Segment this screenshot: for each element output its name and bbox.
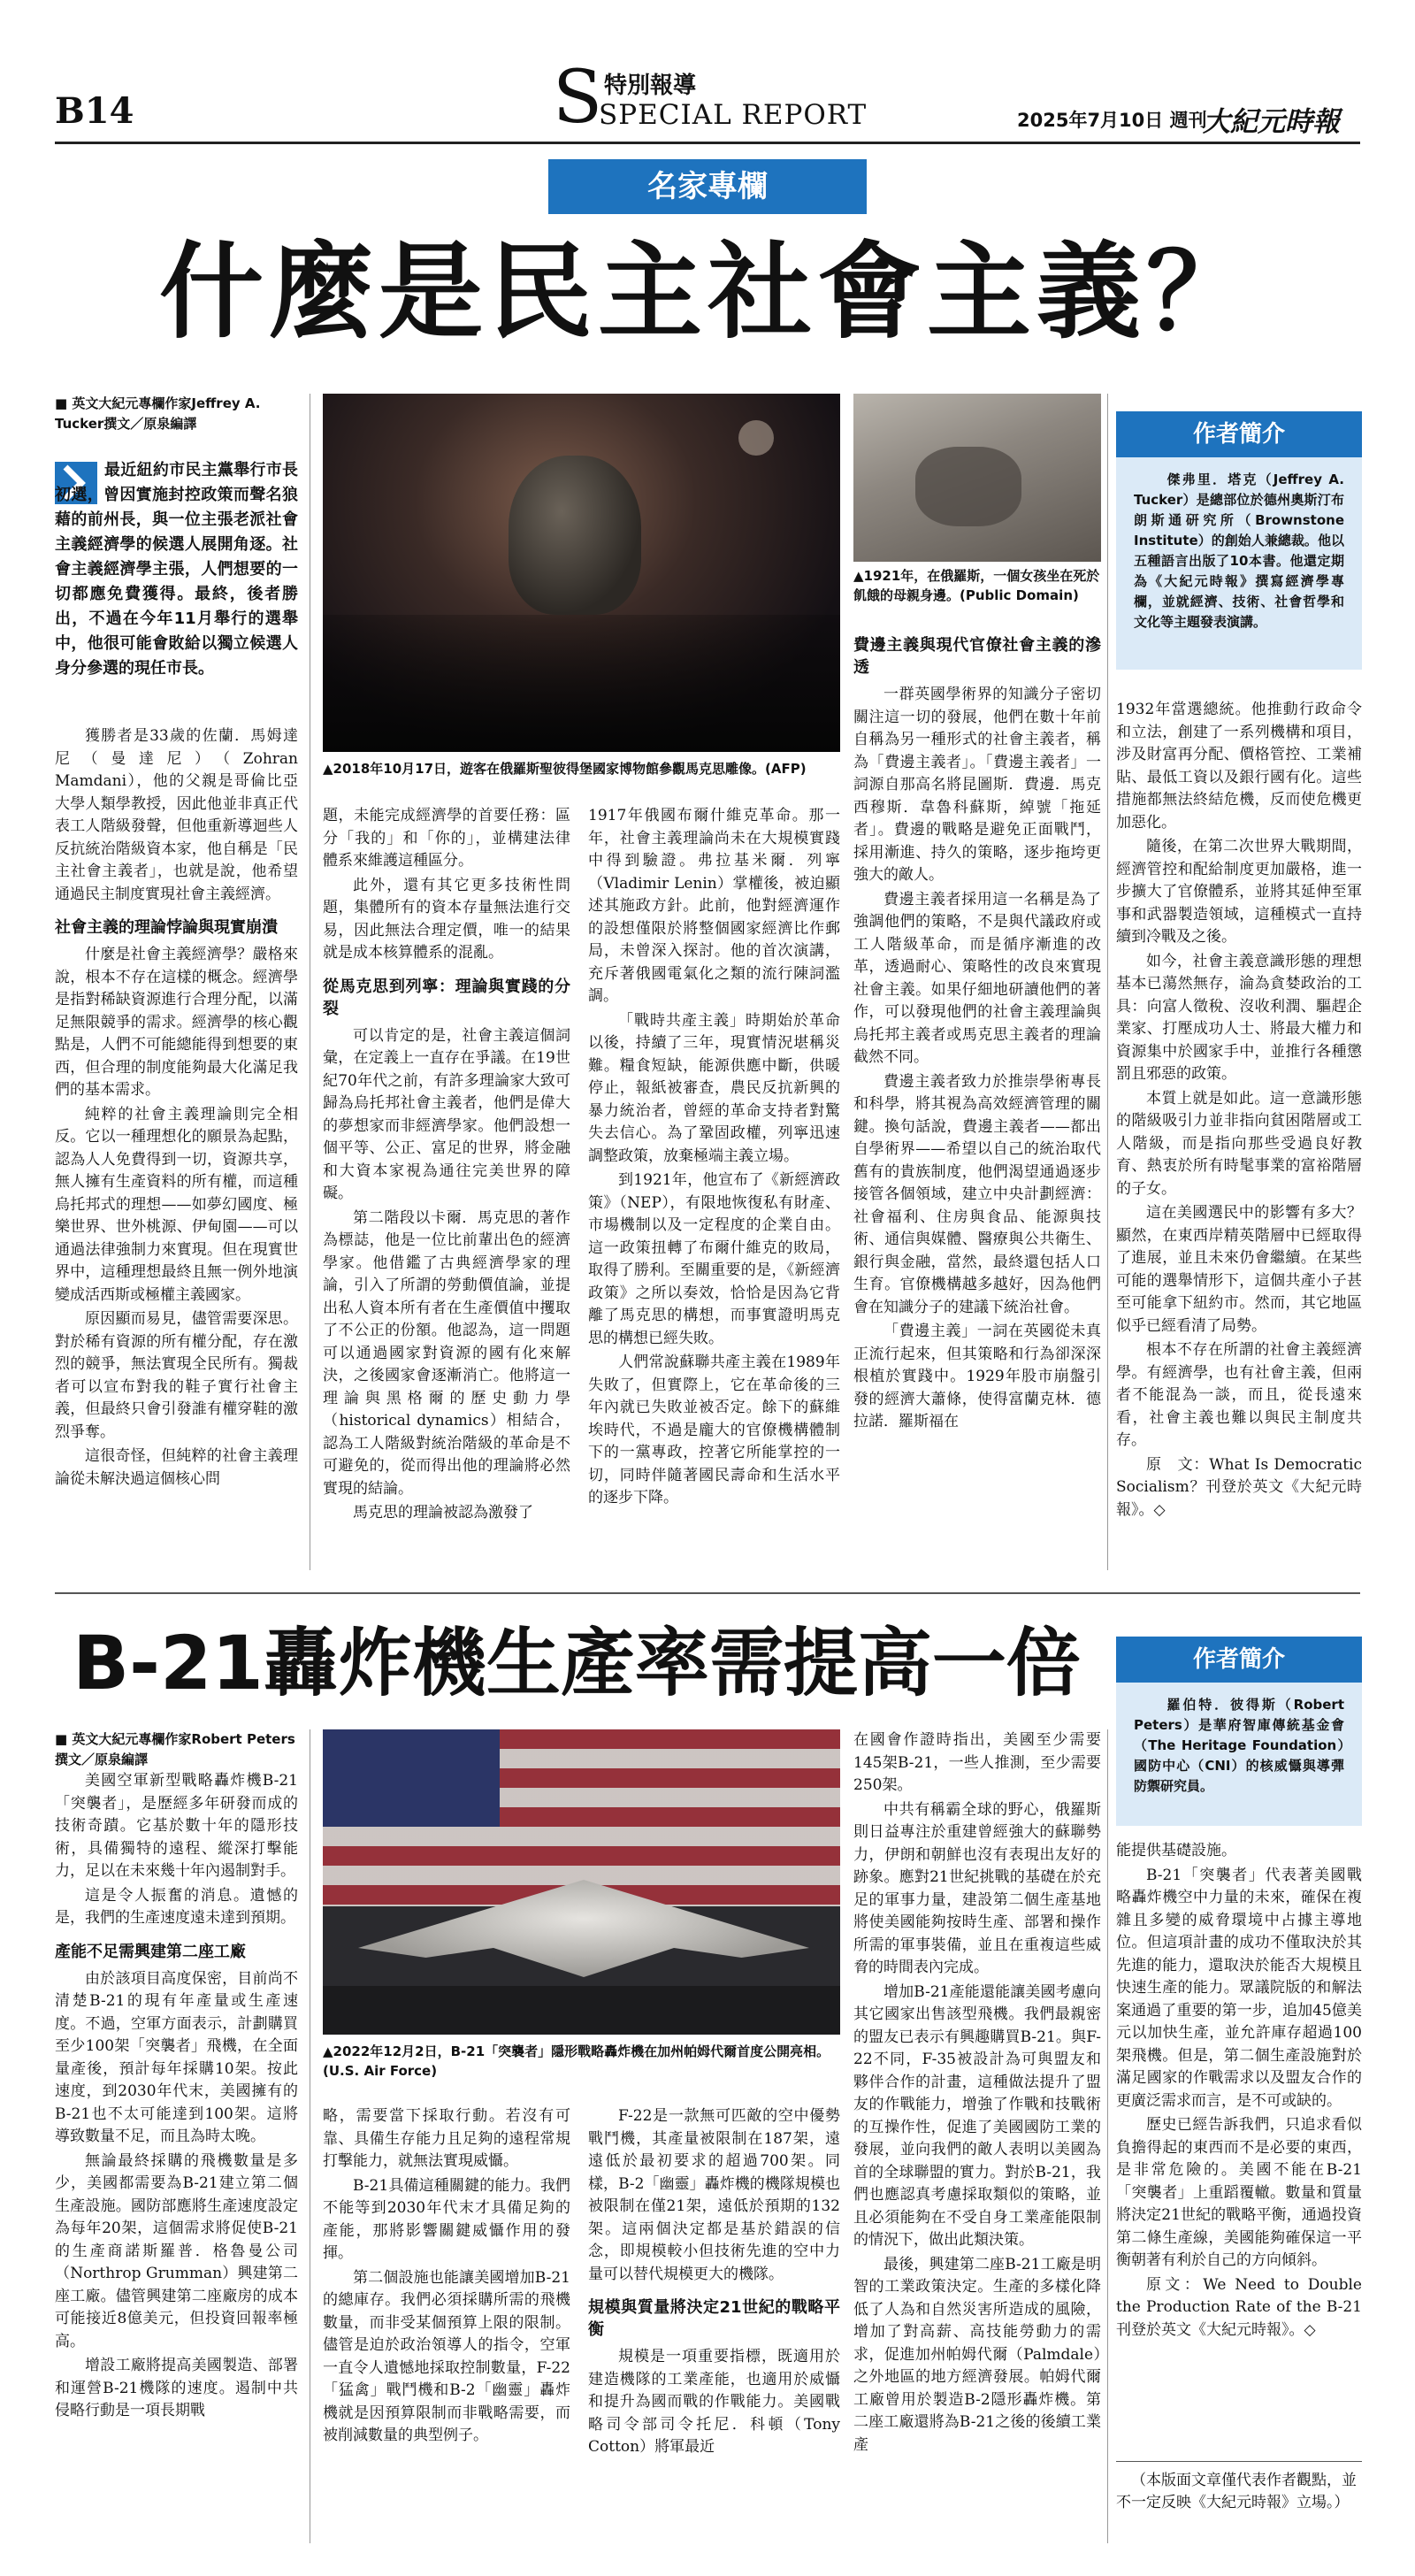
- subheading: 產能不足需興建第二座工廠: [55, 1942, 246, 1961]
- subheading: 費邊主義與現代官僚社會主義的滲透: [853, 636, 1101, 677]
- paragraph: 由於該項目高度保密，目前尚不清楚B-21的現有年產量或生產速度。不過，空軍方面表示，計劃購買至少100架「突襲者」飛機，在全面量產後，預計每年採購10架。按此速度，到2030年代末，美國擁有的B-21也不太可能達到100架。這將導致數量不足，而且為時太晚。: [55, 1969, 298, 2145]
- photo2-caption: ▲1921年，在俄羅斯，一個女孩坐在死於飢餓的母親身邊。(Public Domain): [853, 568, 1100, 603]
- paragraph: 此外，還有其它更多技術性問題，集體所有的資本存量無法進行交易，因此無法合理定價，唯一的結果就是成本核算體系的混亂。: [323, 876, 570, 962]
- paragraph: 費邊主義者致力於推崇學術專長和科學，將其視為高效經濟管理的關鍵。換句話說，費邊主義者——都出自學術界——希望以自己的統治取代舊有的貴族制度，他們渴望通過逐步接管各個領域，建立中央計劃經濟：社會福利、住房與食品、能源與技術、通信與媒體、醫療與公共衛生、銀行與金融，當然，最終還包括人口生育。官僚機構越多越好，因為他們會在知識分子的建議下統治社會。: [853, 1072, 1101, 1316]
- paragraph: 費邊主義者採用這一名稱是為了強調他們的策略，不是與代議政府或工人階級革命，而是循序漸進的改革，透過耐心、策略性的改良來實現社會主義。如果仔細地研讀他們的著作，可以發現他們的社會主義理論與烏托邦主義者或馬克思主義者的理論截然不同。: [853, 890, 1101, 1066]
- column-tag: 名家專欄: [548, 159, 867, 214]
- article2-byline: ■ 英文大紀元專欄作家Robert Peters撰文／原泉編譯: [55, 1731, 295, 1767]
- paragraph: B-21「突襲者」代表著美國戰略轟炸機空中力量的未來，確保在複雜且多變的威脅環境中占據主導地位。但這項計畫的成功不僅取決於其先進的能力，還取決於能否大規模且快速生產的能力。眾議院版的和解法案通過了重要的第一步，追加45億美元以加快生產，並允許庫存超過100架飛機。但是，第二個生產設施對於滿足國家的作戰需求以及盟友合作的更廣泛需求而言，是不可或缺的。: [1116, 1866, 1362, 2110]
- paragraph: 獲勝者是33歲的佐蘭．馬姆達尼（曼達尼）（Zohran Mamdani），他的父親是哥倫比亞大學人類學教授，因此他並非真正代表工人階級發聲，但他重新導迴些人反抗統治階級資本家，他自稱是「民主社會主義者」，也就是說，他希望通過民主制度實現社會主義經濟。: [55, 727, 298, 903]
- subheading: 社會主義的理論悖論與現實崩潰: [55, 918, 278, 937]
- paragraph: 美國空軍新型戰略轟炸機B-21「突襲者」，是歷經多年研發而成的技術奇蹟。它基於數十年的隱形技術，具備獨特的遠程、縱深打擊能力，足以在未來幾十年內遏制對手。: [55, 1772, 298, 1880]
- page-number: B14: [55, 90, 134, 132]
- paragraph: 這很奇怪，但純粹的社會主義理論從未解決過這個核心問: [55, 1447, 298, 1488]
- paragraph: 能提供基礎設施。: [1116, 1842, 1236, 1859]
- photo-visitors-shape: [323, 615, 840, 752]
- issue-date: 2025年7月10日 週刊: [1017, 110, 1207, 131]
- article2-title: B-21轟炸機生產率需提高一倍: [73, 1620, 1081, 1706]
- photo1-caption: ▲2018年10月17日，遊客在俄羅斯聖彼得堡國家博物館參觀馬克思雕像。(AFP): [323, 761, 807, 777]
- paragraph: 什麼是社會主義經濟學？嚴格來說，根本不存在這樣的概念。經濟學是指對稀缺資源進行合理分配，以滿足無限競爭的需求。經濟學的核心觀點是，人們不可能總能得到想要的東西，但合理的制度能夠最大化滿足我們的基本需求。: [55, 946, 298, 1099]
- paragraph: 原 文：What Is Democratic Socialism？刊登於英文《大紀元時報》。◇: [1116, 1455, 1362, 1519]
- disclaimer-rule: [1116, 2461, 1362, 2462]
- article1-col1: [55, 725, 298, 1570]
- paragraph: 一群英國學術界的知識分子密切關注這一切的發展，他們在數十年前自稱為另一種形式的社會主義者，稱為「費邊主義者」。「費邊主義者」一詞源自那高名將昆圖斯．費邊．馬克西穆斯．韋魯科蘇斯，綽號「拖延者」。費邊的戰略是避免正面戰鬥，採用漸進、持久的策略，逐步拖垮更強大的敵人。: [853, 686, 1101, 884]
- paragraph: 原文：We Need to Double the Production Rate of the B-21 刊登於英文《大紀元時報》。◇: [1116, 2275, 1362, 2339]
- paragraph: F-22是一款無可匹敵的空中優勢戰鬥機，其產量被限制在187架，遠遠低於最初要求的超過700架。同樣，B-2「幽靈」轟炸機的機隊規模也被限制在僅21架，遠低於預期的132架。這兩個決定都是基於錯誤的信念，即規模較小但技術先進的空中力量可以替代規模更大的機隊。: [588, 2107, 840, 2283]
- photo-figure-shape: [915, 447, 1021, 526]
- paragraph: 歷史已經告訴我們，只追求看似負擔得起的東西而不是必要的東西，是非常危險的。美國不能在B-21「突襲者」上重蹈覆轍。數量和質量將決定21世紀的戰略平衡，通過投資第二條生產線，美國能夠確保這一平衡朝著有利於自己的方向傾斜。: [1116, 2116, 1362, 2269]
- article1-col2: [323, 805, 570, 1570]
- photo-hangar-floor: [323, 1986, 840, 2035]
- paragraph: 純粹的社會主義理論則完全相反。它以一種理想化的願景為起點，認為人人免費得到一切，資源共享，無人擁有生產資料的所有權，而這種烏托邦式的理想——如夢幻國度、極樂世界、世外桃源、伊甸園——可以通過法律強制力來實現。但在現實世界中，這種理想最終且無一例外地演變成活西斯或極權主義國家。: [55, 1105, 298, 1304]
- column-rule: [1107, 1729, 1108, 2543]
- disclaimer: （本版面文章僅代表作者觀點，並不一定反映《大紀元時報》立場。）: [1116, 2472, 1357, 2511]
- paragraph: B-21具備這種關鍵的能力。我們不能等到2030年代末才具備足夠的產能，那將影響關鍵威懾作用的發揮。: [323, 2176, 570, 2262]
- paragraph: 最後，興建第二座B-21工廠是明智的工業政策決定。生產的多樣化降低了人為和自然災害所造成的風險，增加了對高薪、高技能勞動力的需求，促進加州帕姆代爾（Palmdale）之外地區的地方經濟發展。帕姆代爾工廠曾用於製造B-2隱形轟炸機。第二座工廠還將為B-21之後的後續工業產: [853, 2255, 1101, 2454]
- paragraph: 原因顯而易見，儘管需要深思。對於稀有資源的所有權分配，存在激烈的競爭，無法實現全民所有。獨裁者可以宣布對我的鞋子實行社會主義，但最終只會引發誰有權穿鞋的激烈爭奪。: [55, 1310, 298, 1441]
- section-en: SPECIAL REPORT: [599, 99, 868, 131]
- article2-col3: [588, 2105, 840, 2548]
- author-box-title-2: 作者簡介: [1116, 1637, 1362, 1683]
- subheading: 規模與質量將決定21世紀的戰略平衡: [588, 2298, 840, 2339]
- paragraph: 隨後，在第二次世界大戰期間，經濟管控和配給制度更加嚴格，進一步擴大了官僚體系，並將其延伸至軍事和武器製造領域，這種模式一直持續到冷戰及之後。: [1116, 838, 1362, 946]
- header-rule: [55, 142, 1360, 144]
- author-box-title: 作者簡介: [1116, 411, 1362, 457]
- paragraph: 規模是一項重要指標，既適用於建造機隊的工業產能，也適用於威懾和提升為國而戰的作戰能力。美國戰略司令部司令托尼．科頓（Tony Cotton）將軍最近: [588, 2348, 840, 2456]
- paragraph: 本質上就是如此。這一意識形態的階級吸引力並非指向貧困階層或工人階級，而是指向那些受過良好教育、熱衷於所有時髦事業的富裕階層的子女。: [1116, 1089, 1362, 1198]
- section-big-s: S: [553, 56, 603, 140]
- paragraph: 這在美國選民中的影響有多大？顯然，在東西岸精英階層中已經取得了進展，並且未來仍會繼續。在某些可能的選舉情形下，這個共產小子甚至可能拿下紐約市。然而，其它地區似乎已經看清了局勢。: [1116, 1204, 1362, 1335]
- photo-lamp-shape: [738, 420, 774, 456]
- paragraph: 這是令人振奮的消息。遺憾的是，我們的生產速度遠未達到預期。: [55, 1886, 298, 1927]
- photo-bust-shape: [509, 456, 641, 615]
- paragraph: 增設工廠將提高美國製造、部署和運營B-21機隊的速度。遏制中共侵略行動是一項長期戰: [55, 2357, 298, 2419]
- paragraph: 可以肯定的是，社會主義這個詞彙，在定義上一直存在爭議。在19世紀70年代之前，有許多理論家大致可歸為烏托邦社會主義者，他們是偉大的夢想家而非經濟學家。他們設想一個平等、公正、富足的世界，將金融和大資本家視為通往完美世界的障礙。: [323, 1026, 570, 1202]
- photo3-caption: ▲2022年12月2日，B-21「突襲者」隱形戰略轟炸機在加州帕姆代爾首度公開亮相。(U.S. Air Force): [323, 2043, 830, 2079]
- article1-col5: [1116, 699, 1362, 1570]
- article1-byline: ■ 英文大紀元專欄作家Jeffrey A. Tucker撰文／原泉編譯: [55, 395, 261, 432]
- paragraph: 第二個設施也能讓美國增加B-21的總庫存。我們必須採購所需的飛機數量，而非受某個預算上限的限制。儘管是迫於政治領導人的指令，空軍一直令人遺憾地採取控制數量，F-22「猛禽」戰鬥機和B-2「幽靈」轟炸機就是因預算限制而非戰略需要，而被削減數量的典型例子。: [323, 2268, 570, 2444]
- paragraph: 如今，社會主義意識形態的理想基本已蕩然無存，淪為貪婪政治的工具：向富人徵稅、沒收利潤、驅趕企業家、打壓成功人士、將最大權力和資源集中於國家手中，並推行各種懲罰且邪惡的政策。: [1116, 952, 1362, 1083]
- paragraph: 在國會作證時指出，美國至少需要145架B-21，一些人推測，至少需要250架。: [853, 1731, 1101, 1794]
- article2-col4: [853, 1729, 1101, 2548]
- paragraph: 人們常說蘇聯共產主義在1989年失敗了，但實際上，它在革命後的三年內就已失敗並被否定。餘下的蘇維埃時代，不過是龐大的官僚機構體制下的一黨專政，控著它所能掌控的一切，同時伴隨著國民壽命和生活水平的逐步下降。: [588, 1353, 840, 1506]
- article2-col2: [323, 2105, 570, 2548]
- marx-statue-photo: [323, 394, 840, 752]
- paragraph: 馬克思的理論被認為激發了: [353, 1504, 533, 1522]
- article1-col4: [853, 624, 1101, 1570]
- article1-col3: [588, 805, 840, 1570]
- paragraph: 第二階段以卡爾．馬克思的著作為標誌，他是一位比前輩出色的經濟學家。他借鑑了古典經濟學家的理論，引入了所謂的勞動價值論，並提出私人資本所有者在生產價值中攫取了不公正的份額。他認為，這一問題可以通過國家對資源的國有化來解決，之後國家會逐漸消亡。他將這一理論與黑格爾的歷史動力學（historical dynamics）相結合，認為工人階級對統治階級的革命是不可避免的，從而得出他的理論將必然實現的結論。: [323, 1208, 570, 1498]
- paragraph: 1917年俄國布爾什維克革命。那一年，社會主義理論尚未在大規模實踐中得到驗證。弗拉基米爾．列寧（Vladimir Lenin）掌權後，被迫顯述其施政方針。此前，他對經濟運作的設想僅限於將整個國家經濟比作郵局，未曾深入探討。他的首次演講，充斥著俄國電氣化之類的流行陳詞濫調。: [588, 807, 840, 1005]
- paragraph: 中共有稱霸全球的野心，俄羅斯則日益專注於重建曾經強大的蘇聯勢力，伊朗和朝鮮也沒有表現出友好的跡象。應對21世紀挑戰的基礎在於充足的軍事力量，建設第二個生產基地將使美國能夠按時生產、部署和操作所需的軍事裝備，並且在重複這些威脅的時間表內完成。: [853, 1800, 1101, 1976]
- masthead: 大紀元時報: [1203, 106, 1340, 138]
- author-bio-2: 羅伯特．彼得斯（Robert Peters）是華府智庫傳統基金會（The Heritage Foundation）國防中心（CNI）的核威懾與導彈防禦研究員。: [1116, 1683, 1362, 1826]
- subheading: 從馬克思到列寧：理論與實踐的分裂: [323, 977, 570, 1018]
- paragraph: 增加B-21產能還能讓美國考慮向其它國家出售該型飛機。我們最親密的盟友已表示有興趣購買B-21。與F-22不同，F-35被設計為可與盟友和夥伴合作的計畫，這種做法提升了盟友的作戰能力，增強了作戰和技戰術的互操作性，促進了美國國防工業的發展，並向我們的敵人表明以美國為首的全球聯盟的實力。對於B-21，我們也應認真考慮採取類似的策略，並且必須能夠在不受自身工業產能限制的情況下，做出此類決策。: [853, 1982, 1101, 2249]
- article2-col5: [1116, 1840, 1362, 2450]
- column-rule: [1107, 394, 1108, 1570]
- paragraph: 題，未能完成經濟學的首要任務：區分「我的」和「你的」，並構建法律體系來維護這種區分。: [323, 807, 570, 870]
- author-bio: 傑弗里．塔克（Jeffrey A. Tucker）是總部位於德州奧斯汀布朗斯通研究所（Brownstone Institute）的創始人兼總裁。他以五種語言出版了10本書。他還定期為《大紀元時報》撰寫經濟學專欄，並就經濟、技術、社會哲學和文化等主題發表演講。: [1116, 457, 1362, 670]
- paragraph: 根本不存在所謂的社會主義經濟學。有經濟學，也有社會主義，但兩者不能混為一談，而且，從長遠來看，社會主義也難以與民主制度共存。: [1116, 1341, 1362, 1449]
- b21-bomber-photo: [323, 1729, 840, 2035]
- article1-title: 什麼是民主社會主義？: [158, 231, 1256, 353]
- article-divider: [55, 1592, 1360, 1594]
- section-zh: 特別報導: [604, 73, 697, 99]
- section-header: [553, 56, 871, 140]
- photo-flag-canton: [323, 1729, 500, 1827]
- paragraph: 「費邊主義」一詞在英國從未真正流行起來，但其策略和行為卻深深根植於實踐中。1929年股市崩盤引發的經濟大蕭條，使得富蘭克林．德拉諾．羅斯福在: [853, 1322, 1101, 1430]
- paragraph: 無論最終採購的飛機數量是多少，美國都需要為B-21建立第二個生產設施。國防部應將生產速度設定為每年20架，這個需求將促使B-21的生產商諾斯羅普．格魯曼公司（Northrop Grumman）興建第二座工廠。儘管興建第二座廠房的成本可能接近8億美元，但投資回報率極高。: [55, 2151, 298, 2350]
- paragraph: 到1921年，他宣布了《新經濟政策》（NEP），有限地恢復私有財產、市場機制以及一定程度的企業自由。這一政策扭轉了布爾什維克的敗局，取得了勝利。至關重要的是，《新經濟政策》之所以奏效，恰恰是因為它背離了馬克思的構想，而事實證明馬克思的構想已經失敗。: [588, 1171, 840, 1347]
- paragraph: 略，需要當下採取行動。若沒有可靠、具備生存能力且足夠的遠程常規打擊能力，就無法實現威懾。: [323, 2107, 570, 2170]
- paragraph: 1932年當選總統。他推動行政命令和立法，創建了一系列機構和項目，涉及財富再分配、價格管控、工業補貼、最低工資以及銀行國有化。這些措施都無法終結危機，反而使危機更加惡化。: [1116, 701, 1362, 832]
- article1-lead: 最近紐約市民主黨舉行市長初選，曾因實施封控政策而聲名狼藉的前州長，與一位主張老派社會主義經濟學的候選人展開角逐。社會主義經濟學主張，人們想要的一切都應免費獲得。最終，後者勝出，不過在今年11月舉行的選舉中，他很可能會敗給以獨立候選人身分參選的現任市長。: [55, 461, 298, 678]
- article2-col1: [55, 1770, 298, 2549]
- paragraph: 「戰時共產主義」時期始於革命以後，持續了三年，現實情況堪稱災難。糧食短缺，能源供應中斷，供暖停止，報紙被審查，農民反抗新興的暴力統治者，曾經的革命支持者對驚失去信心。為了鞏固政權，列寧迅速調整政策，放棄極端主義立場。: [588, 1011, 840, 1165]
- famine-photo: [853, 394, 1101, 562]
